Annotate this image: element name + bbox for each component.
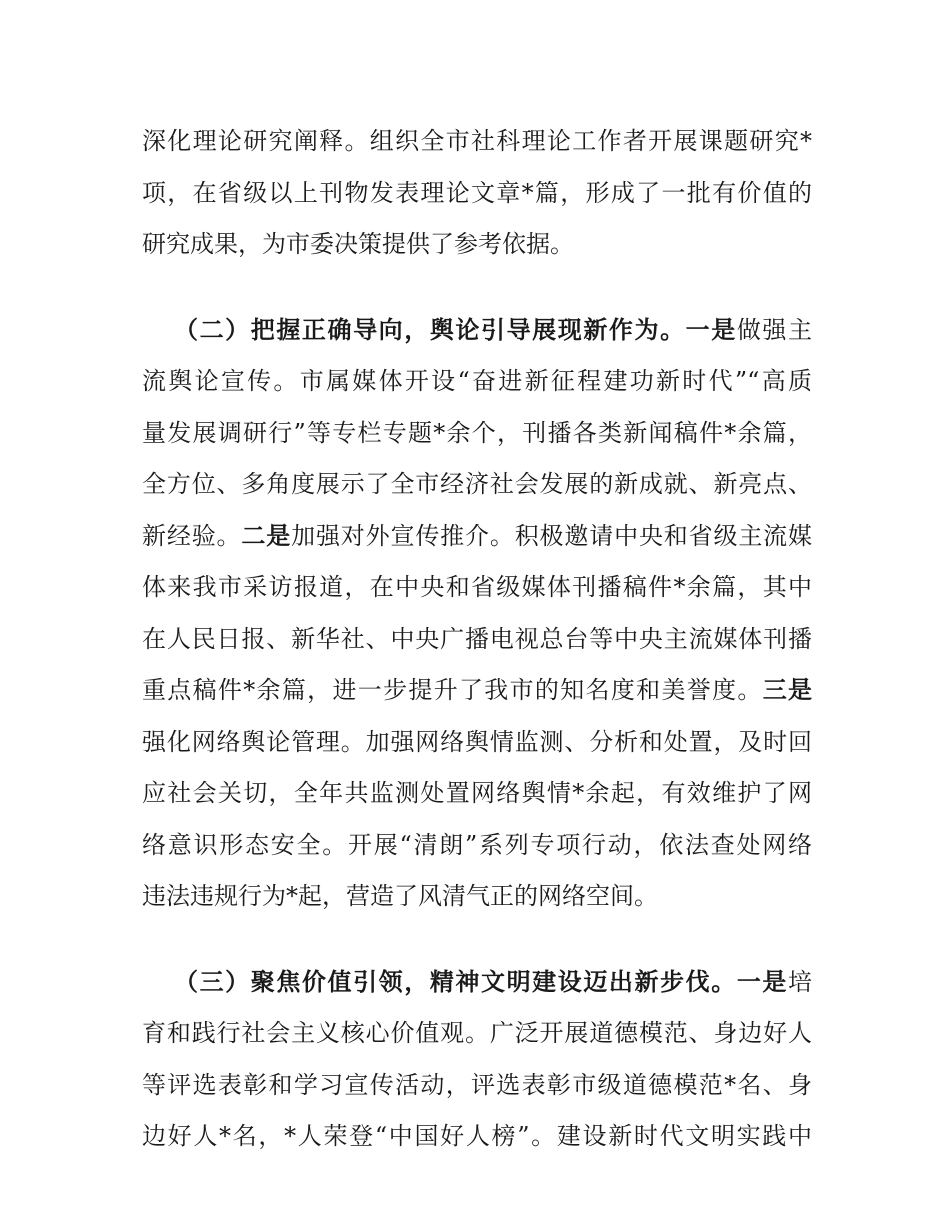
item-marker: 三是 — [762, 676, 813, 704]
text-line — [142, 511, 812, 563]
paragraph-civilization — [142, 957, 812, 1163]
text-line: 体来我市采访报道，在中央和省级媒体刊播稿件*余篇，其中 — [142, 573, 812, 601]
paragraph-theory-research — [142, 116, 812, 271]
paragraph-gap — [142, 271, 812, 305]
text-line: 项，在省级以上刊物发表理论文章*篇，形成了一批有价值的 — [142, 178, 812, 207]
text-line: 深化理论研究阐释。组织全市社科理论工作者开展课题研究* — [142, 127, 812, 155]
text-line: 络意识形态安全。开展“清朗”系列专项行动，依法查处网络 — [142, 830, 812, 859]
text-line: 育和践行社会主义核心价值观。广泛开展道德模范、身边好人 — [142, 1019, 812, 1047]
text-line: 全方位、多角度展示了全市经济社会发展的新成就、新亮点、 — [142, 470, 812, 498]
text-line: 应社会关切，全年共监测处置网络舆情*余起，有效维护了网 — [142, 779, 812, 807]
text-run: 新经验。 — [142, 521, 242, 550]
text-line: 研究成果，为市委决策提供了参考依据。 — [142, 230, 574, 258]
paragraph-public-opinion — [142, 305, 812, 923]
item-marker: 一是 — [736, 967, 789, 996]
text-line — [142, 305, 812, 357]
text-line: 量发展调研行”等专栏专题*余个，刊播各类新闻稿件*余篇， — [142, 418, 812, 447]
text-run: 重点稿件*余篇，进一步提升了我市的知名度和美誉度。 — [142, 676, 763, 704]
text-run: 做强主 — [736, 315, 813, 344]
text-line: 流舆论宣传。市属媒体开设“奋进新征程建功新时代”“高质 — [142, 367, 812, 395]
item-marker: 一是 — [685, 315, 737, 344]
item-marker: 二是 — [241, 521, 292, 550]
text-line: 在人民日报、新华社、中央广播电视总台等中央主流媒体刊播 — [142, 624, 812, 653]
text-run: 培 — [788, 967, 813, 996]
section-heading-2: （二）把握正确导向，舆论引导展现新作为。 — [174, 315, 686, 344]
text-line: 违法违规行为*起，营造了风清气正的网络空间。 — [142, 882, 658, 910]
section-heading-3: （三）聚焦价值引领，精神文明建设迈出新步伐。 — [174, 967, 737, 996]
text-line: 强化网络舆论管理。加强网络舆情监测、分析和处置，及时回 — [142, 727, 812, 756]
text-run: 加强对外宣传推介。积极邀请中央和省级主流媒 — [291, 521, 813, 550]
document-page — [142, 116, 812, 1163]
text-line — [142, 957, 812, 1009]
text-line — [142, 665, 812, 717]
paragraph-gap — [142, 923, 812, 957]
text-line: 边好人*名，*人荣登“中国好人榜”。建设新时代文明实践中 — [142, 1122, 812, 1150]
text-line: 等评选表彰和学习宣传活动，评选表彰市级道德模范*名、身 — [142, 1070, 812, 1099]
